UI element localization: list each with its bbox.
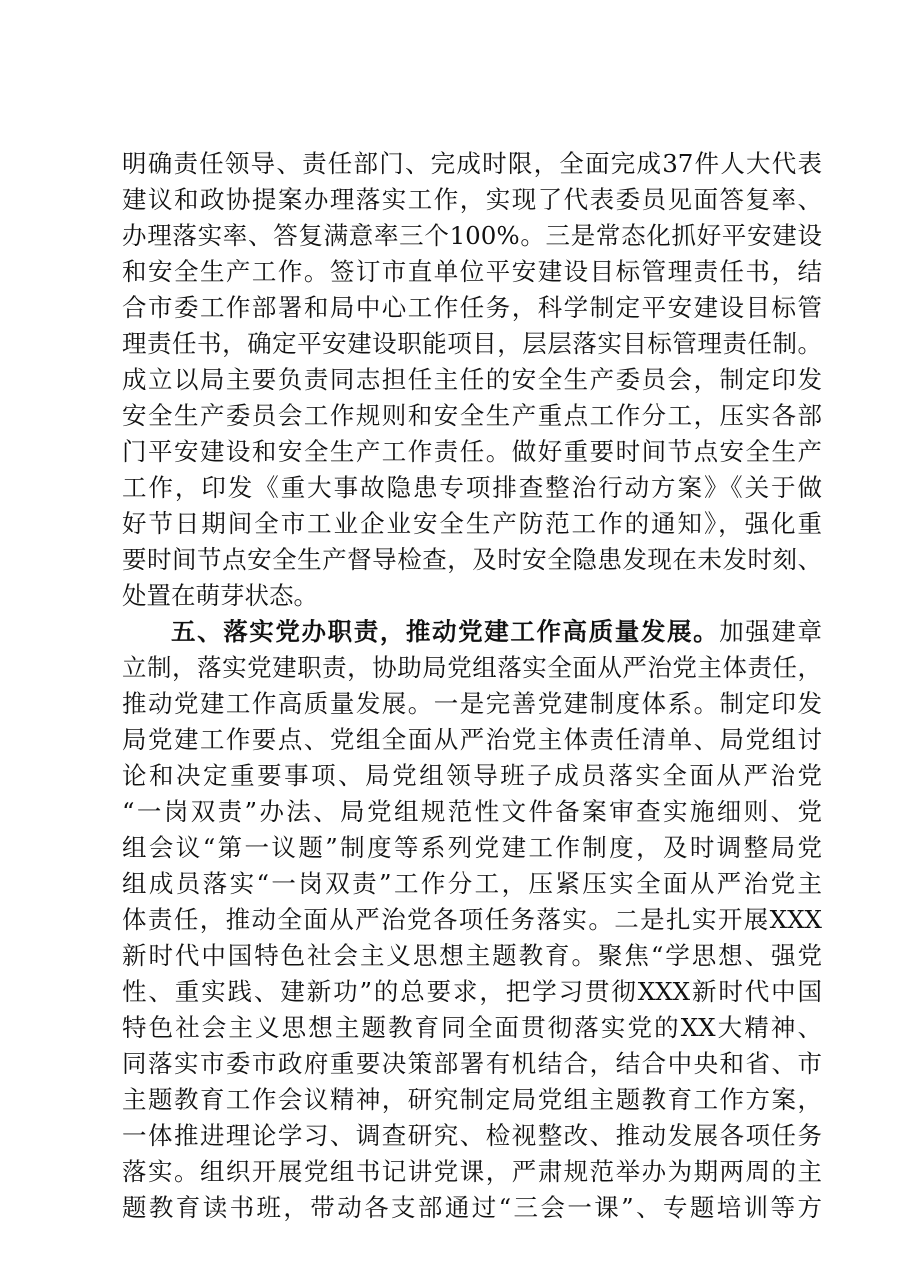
text-line: 明确责任领导、责任部门、完成时限，全面完成37件人大代表: [122, 149, 822, 178]
text-line: 推动党建工作高质量发展。一是完善党建制度体系。制定印发: [122, 689, 822, 718]
section-heading-rest: 加强建章: [719, 617, 822, 646]
text-line: 好节日期间全市工业企业安全生产防范工作的通知》，强化重: [122, 509, 822, 538]
text-line: 门平安建设和安全生产工作责任。做好重要时间节点安全生产: [122, 437, 822, 466]
text-line: 办理落实率、答复满意率三个100%。三是常态化抓好平安建设: [122, 221, 822, 250]
text-line: 同落实市委市政府重要决策部署有机结合，结合中央和省、市: [122, 1049, 822, 1078]
document-body: [122, 146, 822, 1226]
text-line: 理责任书，确定平安建设职能项目，层层落实目标管理责任制。: [122, 329, 822, 358]
text-line: 特色社会主义思想主题教育同全面贯彻落实党的XX大精神、: [122, 1013, 822, 1042]
text-line: 成立以局主要负责同志担任主任的安全生产委员会，制定印发: [122, 365, 822, 394]
text-line: 局党建工作要点、党组全面从严治党主体责任清单、局党组讨: [122, 725, 822, 754]
text-line: “一岗双责”办法、局党组规范性文件备案审查实施细则、党: [122, 797, 822, 826]
text-line: 工作，印发《重大事故隐患专项排查整治行动方案》《关于做: [122, 473, 822, 502]
text-line: 合市委工作部署和局中心工作任务，科学制定平安建设目标管: [122, 293, 822, 322]
text-line: 新时代中国特色社会主义思想主题教育。聚焦“学思想、强党: [122, 941, 822, 970]
text-line: 要时间节点安全生产督导检查，及时安全隐患发现在未发时刻、: [122, 545, 822, 574]
text-line: 安全生产委员会工作规则和安全生产重点工作分工，压实各部: [122, 401, 822, 430]
text-line: 论和决定重要事项、局党组领导班子成员落实全面从严治党: [122, 761, 822, 790]
text-line: 落实。组织开展党组书记讲党课，严肃规范举办为期两周的主: [122, 1157, 822, 1186]
text-line: 组成员落实“一岗双责”工作分工，压紧压实全面从严治党主: [122, 869, 822, 898]
text-line: 主题教育工作会议精神，研究制定局党组主题教育工作方案，: [122, 1085, 822, 1114]
text-line: 立制，落实党建职责，协助局党组落实全面从严治党主体责任，: [122, 653, 822, 682]
text-line: 和安全生产工作。签订市直单位平安建设目标管理责任书，结: [122, 257, 822, 286]
text-line: 一体推进理论学习、调查研究、检视整改、推动发展各项任务: [122, 1121, 822, 1150]
text-line: 建议和政协提案办理落实工作，实现了代表委员见面答复率、: [122, 185, 822, 214]
section-heading-line: [122, 614, 822, 650]
text-line: 处置在萌芽状态。: [122, 581, 318, 610]
text-line: 性、重实践、建新功”的总要求，把学习贯彻XXX新时代中国: [122, 977, 822, 1006]
section-heading: 五、落实党办职责，推动党建工作高质量发展。: [171, 617, 720, 646]
text-line: 题教育读书班，带动各支部通过“三会一课”、专题培训等方: [122, 1193, 822, 1222]
text-line: 组会议“第一议题”制度等系列党建工作制度，及时调整局党: [122, 833, 822, 862]
text-line: 体责任，推动全面从严治党各项任务落实。二是扎实开展XXX: [122, 905, 822, 934]
